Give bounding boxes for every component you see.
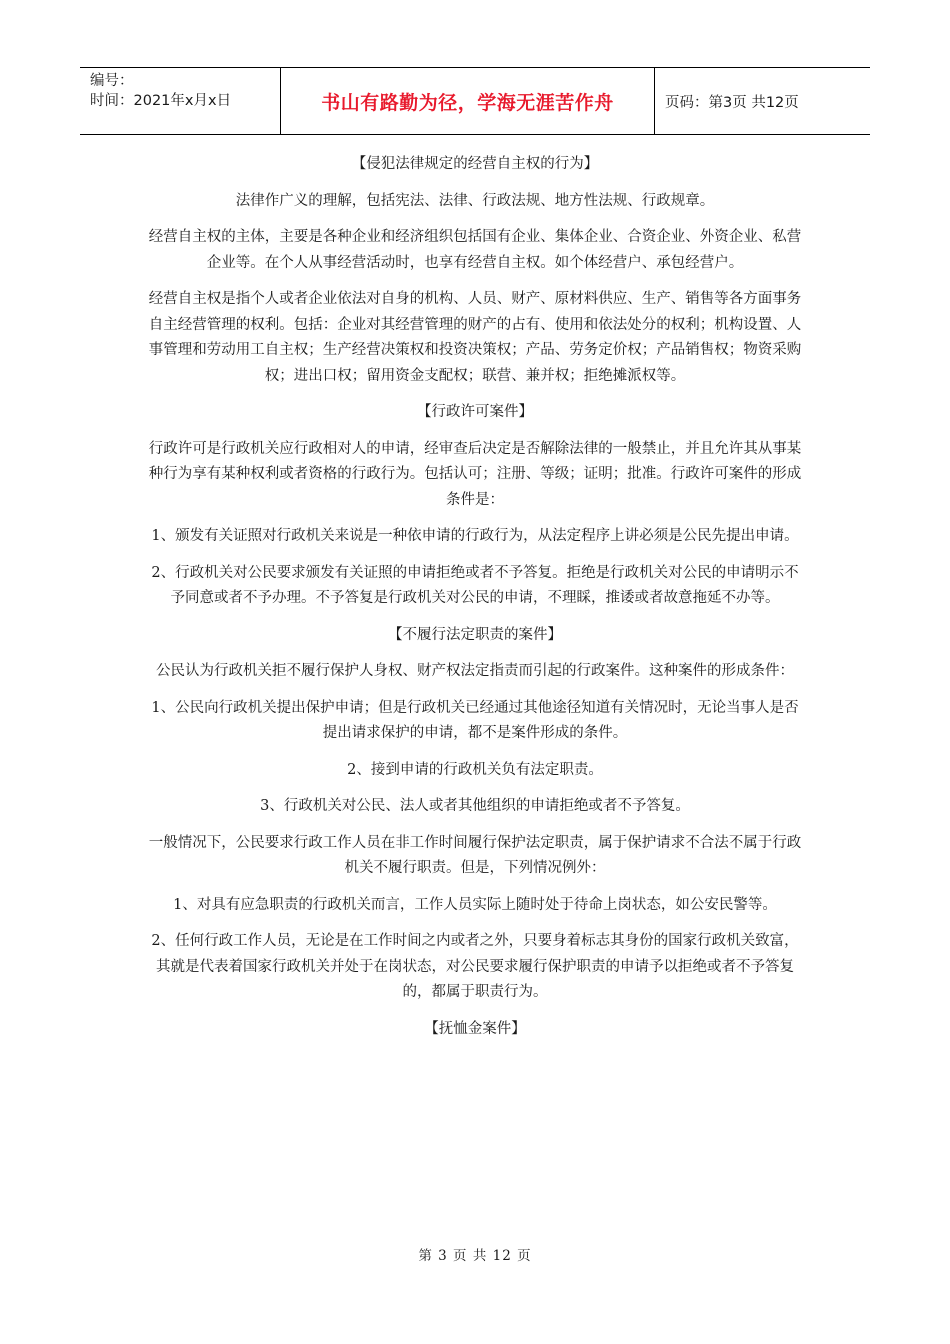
list-item: 2、行政机关对公民要求颁发有关证照的申请拒绝或者不予答复。拒绝是行政机关对公民的申请明示不予同意或者不予办理。不予答复是行政机关对公民的申请，不理睬，推诿或者故意拖延不办等。 [151, 564, 799, 606]
paragraph: 一般情况下，公民要求行政工作人员在非工作时间履行保护法定职责，属于保护请求不合法不属于行政机关不履行职责。但是，下列情况例外： [148, 834, 802, 876]
header-page-cell [655, 68, 870, 134]
header-table [80, 67, 870, 135]
list-item: 2、接到申请的行政机关负有法定职责。 [347, 761, 603, 778]
section-heading: 【行政许可案件】 [417, 404, 533, 420]
list-item: 3、行政机关对公民、法人或者其他组织的申请拒绝或者不予答复。 [260, 798, 690, 814]
list-item: 1、对具有应急职责的行政机关而言，工作人员实际上随时处于待命上岗状态，如公安民警等。 [173, 896, 777, 913]
header-meta-cell [80, 68, 281, 134]
page-footer: 第 3 页 共 12 页 [418, 1248, 532, 1264]
paragraph: 行政许可是行政机关应行政相对人的申请，经审查后决定是否解除法律的一般禁止，并且允许其从事某种行为享有某种权利或者资格的行政行为。包括认可；注册、等级；证明；批准。行政许可案件的形成条件是： [148, 440, 802, 508]
header-motto-cell [281, 68, 655, 134]
paragraph: 法律作广义的理解，包括宪法、法律、行政法规、地方性法规、行政规章。 [235, 192, 715, 209]
header-motto: 书山有路勤为径，学海无涯苦作舟 [321, 91, 614, 114]
document-time-label: 时间：2021年x月x日 [90, 93, 232, 109]
document-body [145, 152, 805, 1053]
section-heading: 【抚恤金案件】 [424, 1020, 526, 1037]
list-item: 1、颁发有关证照对行政机关来说是一种依申请的行政行为，从法定程序上讲必须是公民先提出申请。 [151, 528, 799, 544]
document-number-label: 编号： [90, 73, 134, 89]
list-item: 2、任何行政工作人员，无论是在工作时间之内或者之外，只要身着标志其身份的国家行政机关致富，其就是代表着国家行政机关并处于在岗状态，对公民要求履行保护职责的申请予以拒绝或者不予答复的，都属于职责行为。 [151, 933, 799, 1000]
paragraph: 经营自主权是指个人或者企业依法对自身的机构、人员、财产、原材料供应、生产、销售等各方面事务自主经营管理的权利。包括：企业对其经营管理的财产的占有、使用和依法处分的权利；机构设置、人事管理和劳动用工自主权；生产经营决策权和投资决策权；产品、劳务定价权；产品销售权；物资采购权；进出口权；留用资金支配权；联营、兼并权；拒绝摊派权等。 [148, 291, 802, 384]
paragraph: 公民认为行政机关拒不履行保护人身权、财产权法定指责而引起的行政案件。这种案件的形成条件： [156, 663, 794, 679]
section-heading: 【侵犯法律规定的经营自主权的行为】 [351, 156, 599, 172]
paragraph: 经营自主权的主体，主要是各种企业和经济组织包括国有企业、集体企业、合资企业、外资企业、私营企业等。在个人从事经营活动时，也享有经营自主权。如个体经营户、承包经营户。 [148, 229, 802, 271]
section-heading: 【不履行法定职责的案件】 [388, 626, 562, 643]
list-item: 1、公民向行政机关提出保护申请；但是行政机关已经通过其他途径知道有关情况时，无论当事人是否提出请求保护的申请，都不是案件形成的条件。 [151, 699, 799, 741]
header-page-label: 页码：第3页 共12页 [665, 94, 799, 111]
